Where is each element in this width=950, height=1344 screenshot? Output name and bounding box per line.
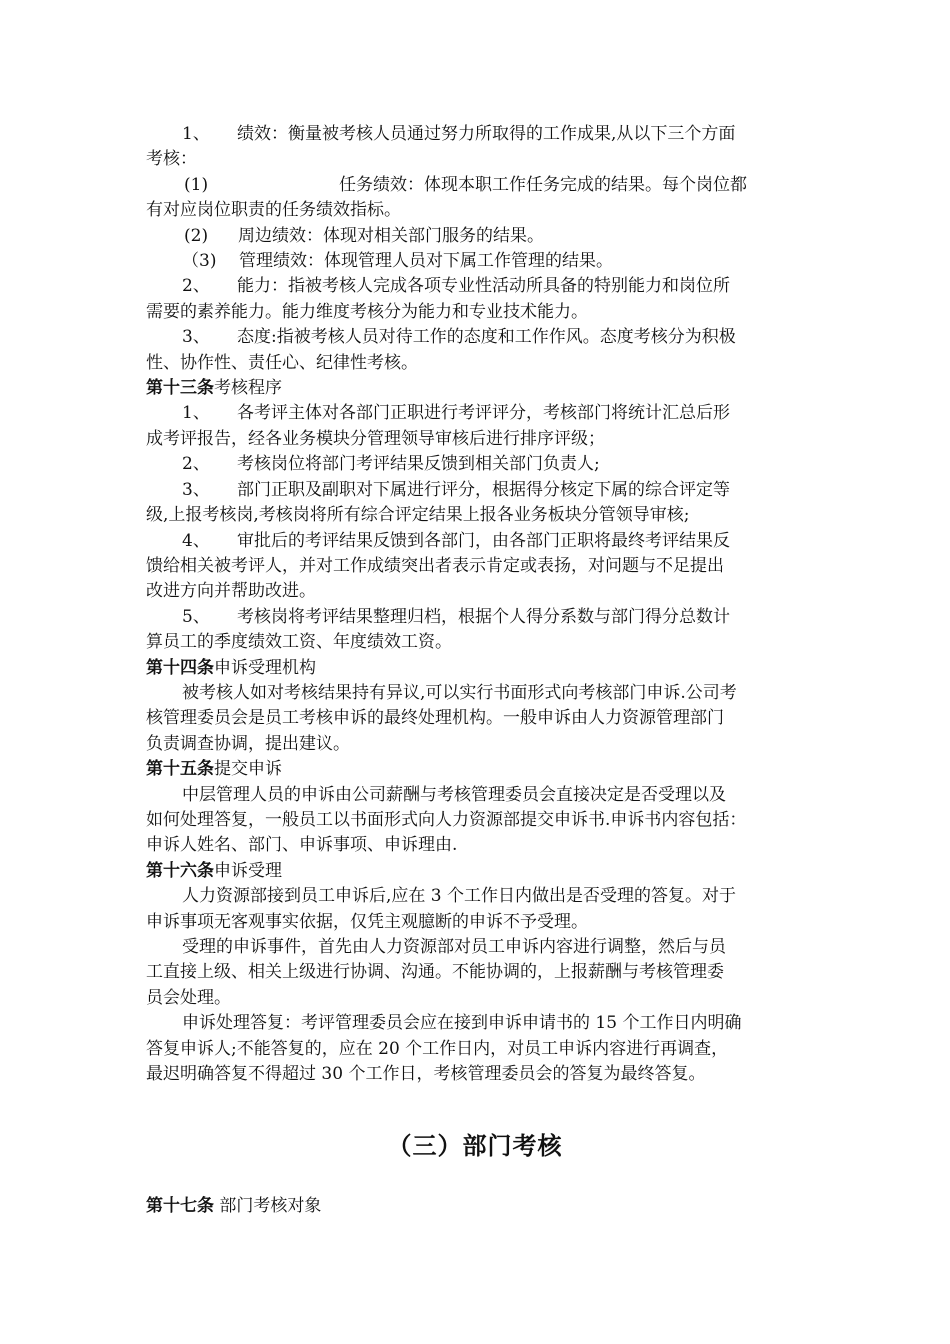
item-number: 3、	[182, 327, 210, 348]
paragraph-line: 级,上报考核岗,考核岗将所有综合评定结果上报各业务板块分管领导审核;	[146, 505, 690, 526]
item-text: 周边绩效：体现对相关部门服务的结果。	[238, 225, 544, 246]
step-5	[146, 605, 810, 630]
article-13-heading	[146, 376, 810, 401]
paragraph-line: 申诉事项无客观事实依据，仅凭主观臆断的申诉不予受理。	[146, 911, 588, 932]
paragraph-line: 员会处理。	[146, 987, 231, 1008]
paragraph-line: 有对应岗位职责的任务绩效指标。	[146, 200, 401, 221]
subitem-2	[146, 224, 810, 249]
item-number: (2)	[184, 225, 209, 246]
paragraph-line: 被考核人如对考核结果持有异议,可以实行书面形式向考核部门申诉.公司考	[182, 682, 737, 703]
article-label: 第十四条	[146, 657, 214, 678]
subitem-1	[146, 173, 810, 198]
item-number: 1、	[182, 124, 210, 144]
paragraph-line: 需要的素养能力。能力维度考核分为能力和专业技术能力。	[146, 301, 588, 322]
paragraph-line: 改进方向并帮助改进。	[146, 581, 316, 602]
paragraph-line: 中层管理人员的申诉由公司薪酬与考核管理委员会直接决定是否受理以及	[182, 784, 726, 805]
item-text: 任务绩效：体现本职工作任务完成的结果。每个岗位都	[339, 174, 747, 195]
paragraph-line: 工直接上级、相关上级进行协调、沟通。不能协调的，上报薪酬与考核管理委	[146, 962, 724, 983]
article-label: 第十六条	[146, 860, 214, 881]
paragraph-line: 负责调查协调，提出建议。	[146, 733, 350, 754]
article-label: 第十五条	[146, 759, 214, 780]
item-text: 部门正职及副职对下属进行评分，根据得分核定下属的综合评定等	[237, 479, 730, 500]
item-text: 管理绩效：体现管理人员对下属工作管理的结果。	[239, 251, 613, 272]
item-text: 各考评主体对各部门正职进行考评评分，考核部门将统计汇总后形	[237, 403, 730, 424]
item-number: 1、	[182, 403, 210, 424]
item-text: 审批后的考评结果反馈到各部门，由各部门正职将最终考评结果反	[237, 530, 730, 551]
article-title: 部门考核对象	[214, 1196, 322, 1216]
item-text: 绩效：衡量被考核人员通过努力所取得的工作成果,从以下三个方面	[237, 124, 736, 144]
paragraph-line: 如何处理答复，一般员工以书面形式向人力资源部提交申诉书.申诉书内容包括：	[146, 809, 747, 830]
paragraph-line: 申诉人姓名、部门、申诉事项、申诉理由.	[146, 835, 458, 856]
document-body	[146, 122, 810, 1087]
paragraph-line: 考核：	[146, 149, 197, 170]
article-15-heading	[146, 757, 810, 782]
item-1	[146, 122, 810, 147]
item-text: 态度:指被考核人员对待工作的态度和工作作风。态度考核分为积极	[237, 327, 736, 348]
step-3	[146, 478, 810, 503]
article-title: 考核程序	[214, 378, 282, 399]
item-text: 考核岗将考评结果整理归档，根据个人得分系数与部门得分总数计	[237, 606, 730, 627]
article-label: 第十七条	[146, 1196, 214, 1216]
paragraph-line: 人力资源部接到员工申诉后,应在 3 个工作日内做出是否受理的答复。对于	[182, 886, 737, 907]
item-number: (1)	[184, 174, 209, 195]
item-number: 5、	[182, 606, 210, 627]
subitem-3	[146, 249, 810, 274]
paragraph-line: 馈给相关被考评人，并对工作成绩突出者表示肯定或表扬，对问题与不足提出	[146, 555, 724, 576]
article-title: 申诉受理机构	[214, 657, 316, 678]
step-1	[146, 401, 810, 426]
item-number: （3)	[182, 251, 217, 272]
item-text: 能力：指被考核人完成各项专业性活动所具备的特别能力和岗位所	[237, 276, 730, 297]
article-17-heading	[146, 1194, 321, 1219]
article-title: 提交申诉	[214, 759, 282, 780]
paragraph-line: 成考评报告，经各业务模块分管理领导审核后进行排序评级；	[146, 428, 605, 449]
item-number: 4、	[182, 530, 210, 551]
step-4	[146, 529, 810, 554]
step-2	[146, 452, 810, 477]
item-2	[146, 274, 810, 299]
paragraph-line: 算员工的季度绩效工资、年度绩效工资。	[146, 632, 452, 653]
paragraph-line: 最迟明确答复不得超过 30 个工作日，考核管理委员会的答复为最终答复。	[146, 1064, 706, 1085]
section-title: （三）部门考核	[387, 1131, 563, 1160]
paragraph-line: 申诉处理答复：考评管理委员会应在接到申诉申请书的 15 个工作日内明确	[182, 1013, 742, 1034]
item-text: 考核岗位将部门考评结果反馈到相关部门负责人;	[237, 454, 600, 475]
paragraph-line: 核管理委员会是员工考核申诉的最终处理机构。一般申诉由人力资源管理部门	[146, 708, 724, 729]
item-number: 2、	[182, 454, 210, 475]
article-title: 申诉受理	[214, 860, 282, 881]
paragraph-line: 受理的申诉事件，首先由人力资源部对员工申诉内容进行调整，然后与员	[182, 937, 726, 957]
paragraph-line: 性、协作性、责任心、纪律性考核。	[146, 352, 418, 373]
paragraph-line: 答复申诉人;不能答复的，应在 20 个工作日内，对员工申诉内容进行再调查，	[146, 1038, 729, 1059]
article-label: 第十三条	[146, 378, 214, 399]
article-16-heading	[146, 859, 810, 884]
article-14-heading	[146, 656, 810, 681]
item-number: 2、	[182, 276, 210, 297]
item-number: 3、	[182, 479, 210, 500]
item-3	[146, 325, 810, 350]
